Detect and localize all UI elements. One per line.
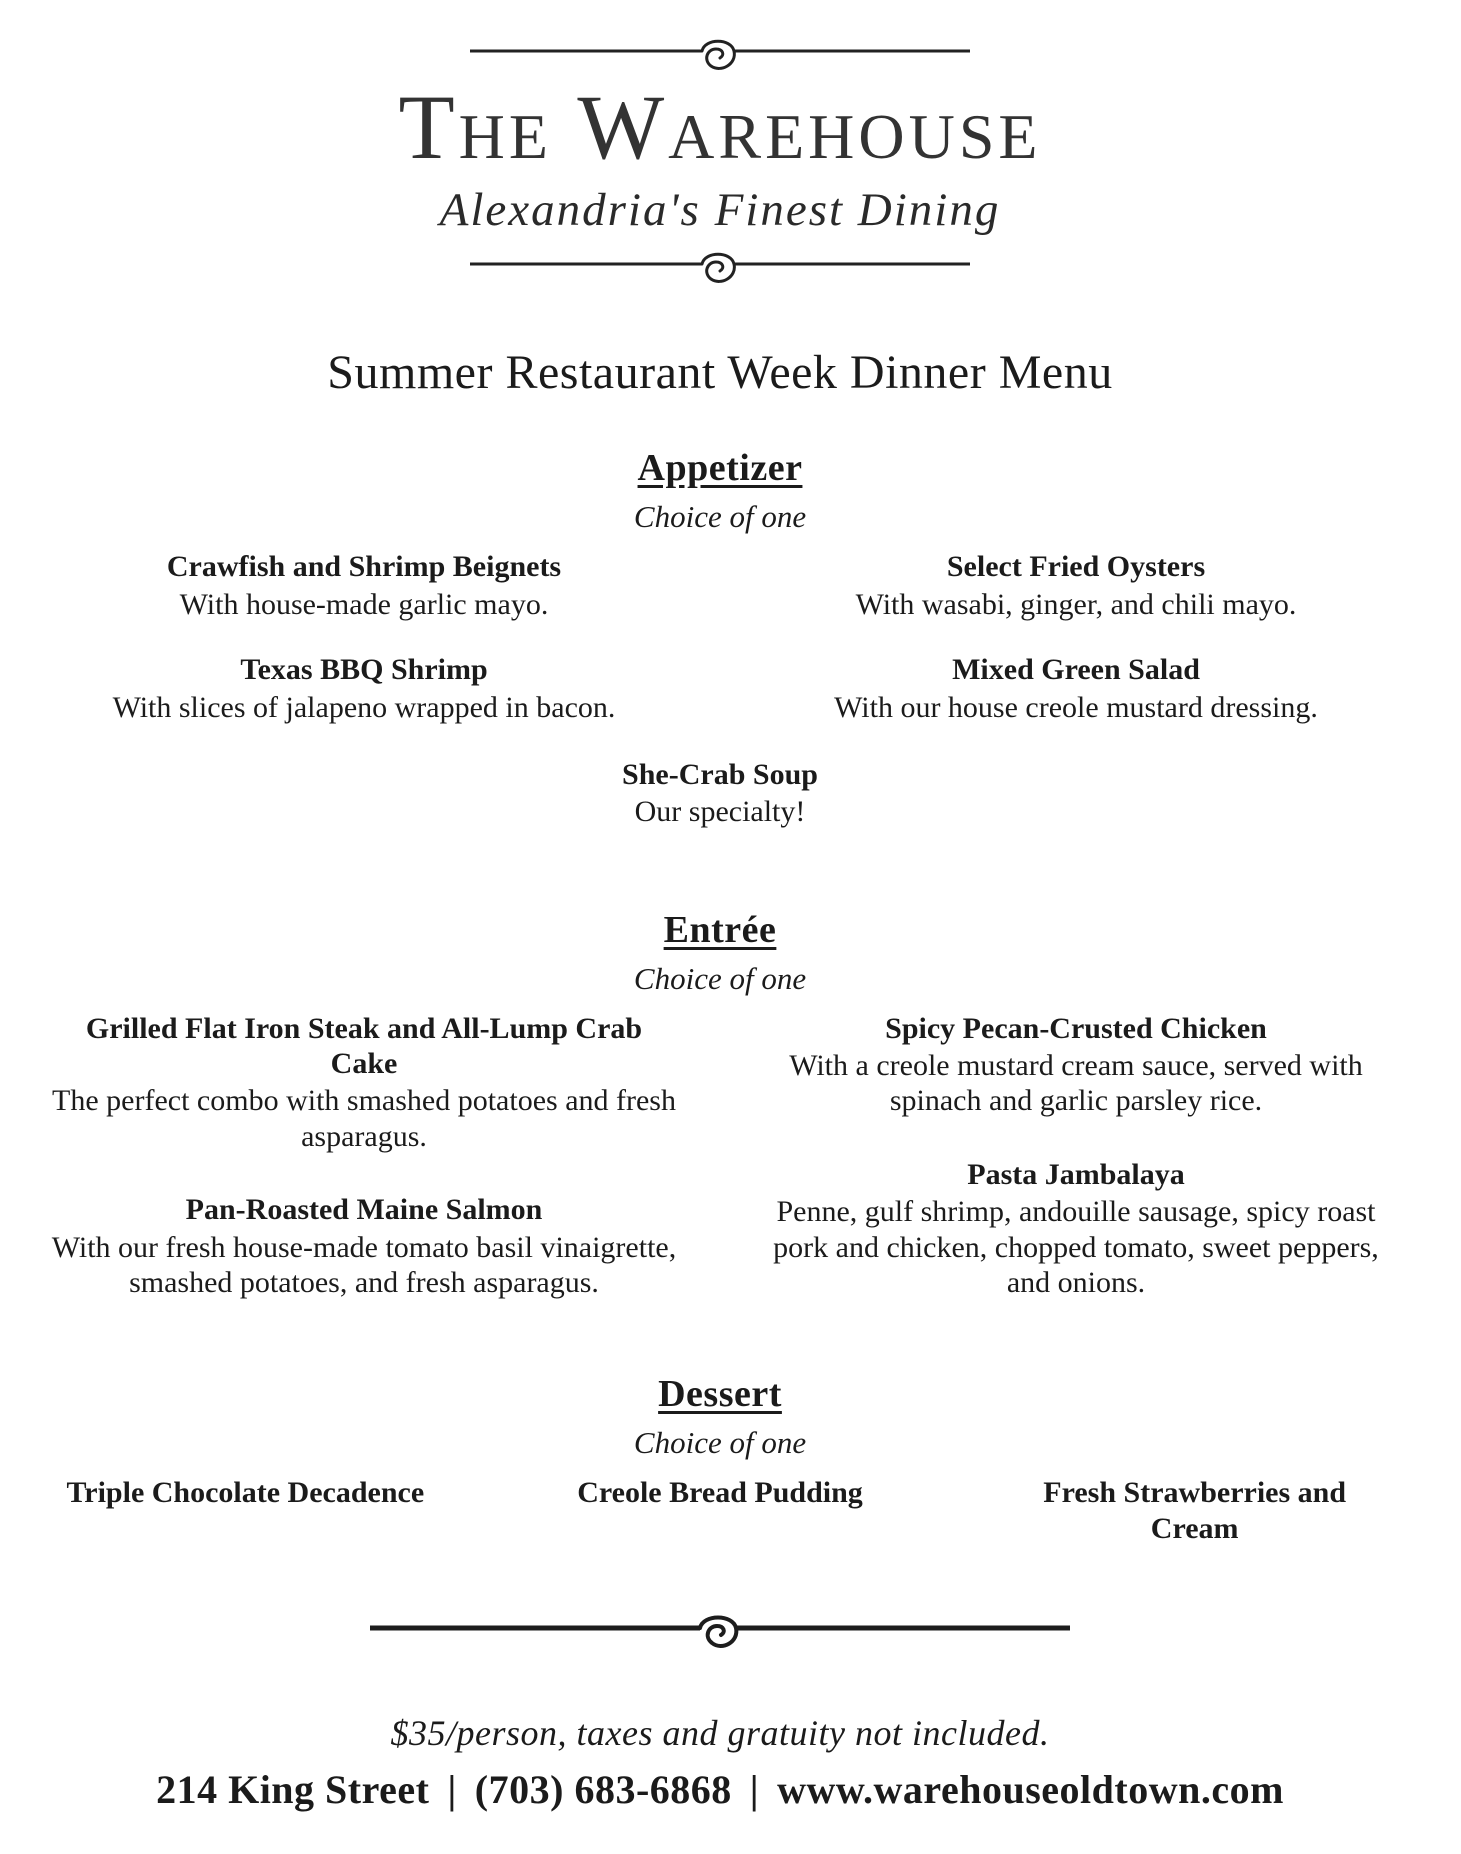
entree-section-title: Entrée xyxy=(663,908,777,951)
separator: | xyxy=(749,1767,760,1813)
item-name: Triple Chocolate Decadence xyxy=(66,1476,425,1510)
entree-grid xyxy=(8,1011,1432,1301)
appetizer-section xyxy=(8,446,1432,829)
menu-item-pasta-jambalaya xyxy=(720,1157,1432,1301)
price-note: $35/person, taxes and gratuity not included. xyxy=(390,1713,1050,1754)
menu-item-triple-chocolate-decadence xyxy=(8,1475,483,1510)
address-text: 214 King Street xyxy=(156,1767,430,1813)
menu-item-strawberries-and-cream xyxy=(957,1475,1432,1546)
menu-item-she-crab-soup xyxy=(8,757,1432,830)
item-description: With our fresh house-made tomato basil vinaigrette, smashed potatoes, and fresh asparagus. xyxy=(51,1230,677,1300)
item-name: Fresh Strawberries and Cream xyxy=(1043,1476,1347,1545)
menu-item-maine-salmon xyxy=(8,1192,720,1300)
header-divider-scroll-icon xyxy=(470,247,970,289)
footer-divider-area xyxy=(8,1610,1432,1654)
item-name: Grilled Flat Iron Steak and All-Lump Crab Cake xyxy=(85,1011,643,1081)
website-text: www.warehouseoldtown.com xyxy=(777,1767,1284,1813)
menu-item-bbq-shrimp xyxy=(8,652,720,725)
separator: | xyxy=(447,1767,457,1813)
menu-title: Summer Restaurant Week Dinner Menu xyxy=(327,346,1113,400)
menu-item-creole-bread-pudding xyxy=(483,1475,958,1510)
item-description: With slices of jalapeno wrapped in bacon. xyxy=(112,690,616,724)
appetizer-grid xyxy=(8,549,1432,725)
dessert-grid xyxy=(8,1475,1432,1546)
item-name: Pasta Jambalaya xyxy=(967,1157,1185,1191)
phone-text: (703) 683-6868 xyxy=(474,1767,732,1813)
item-name: Select Fried Oysters xyxy=(946,550,1206,584)
menu-item-pecan-crusted-chicken xyxy=(720,1011,1432,1119)
item-description: The perfect combo with smashed potatoes and fresh asparagus. xyxy=(52,1084,676,1153)
item-name: Mixed Green Salad xyxy=(952,653,1200,687)
entree-choice-note: Choice of one xyxy=(633,960,807,996)
item-description: With a creole mustard cream sauce, served with spinach and garlic parsley rice. xyxy=(789,1049,1363,1118)
dessert-choice-note: Choice of one xyxy=(633,1425,807,1461)
entree-section xyxy=(8,908,1432,1301)
entree-left-column xyxy=(8,1011,720,1301)
dessert-section-title: Dessert xyxy=(658,1373,782,1416)
header-area xyxy=(8,0,1432,76)
item-description: Our specialty! xyxy=(634,795,806,829)
entree-right-column xyxy=(720,1011,1432,1301)
menu-item-crawfish-beignets xyxy=(8,549,720,622)
menu-content xyxy=(8,0,1432,1813)
item-name: Spicy Pecan-Crusted Chicken xyxy=(885,1011,1267,1045)
dessert-section xyxy=(8,1372,1432,1546)
header-divider-area xyxy=(8,247,1432,289)
menu-item-fried-oysters xyxy=(720,549,1432,622)
appetizer-section-title: Appetizer xyxy=(637,447,803,490)
restaurant-tagline: Alexandria's Finest Dining xyxy=(439,184,1001,237)
item-description: Penne, gulf shrimp, andouille sausage, spicy roast pork and chicken, chopped tomato, sweet peppers, and onions. xyxy=(773,1195,1379,1300)
footer-divider-scroll-icon xyxy=(370,1610,1070,1654)
item-name: She-Crab Soup xyxy=(622,757,818,791)
item-name: Pan-Roasted Maine Salmon xyxy=(185,1193,543,1227)
item-description: With our house creole mustard dressing. xyxy=(834,690,1318,724)
item-description: With wasabi, ginger, and chili mayo. xyxy=(855,587,1297,621)
item-name: Crawfish and Shrimp Beignets xyxy=(166,550,562,584)
item-name: Creole Bread Pudding xyxy=(577,1476,863,1510)
appetizer-choice-note: Choice of one xyxy=(633,499,807,535)
restaurant-name: The Warehouse xyxy=(398,76,1042,178)
menu-item-mixed-green-salad xyxy=(720,652,1432,725)
item-name: Texas BBQ Shrimp xyxy=(240,653,488,687)
top-divider-scroll-icon xyxy=(470,34,970,76)
contact-line xyxy=(8,1766,1432,1813)
menu-item-flat-iron-steak-crab-cake xyxy=(8,1011,720,1155)
item-description: With house-made garlic mayo. xyxy=(179,587,549,621)
